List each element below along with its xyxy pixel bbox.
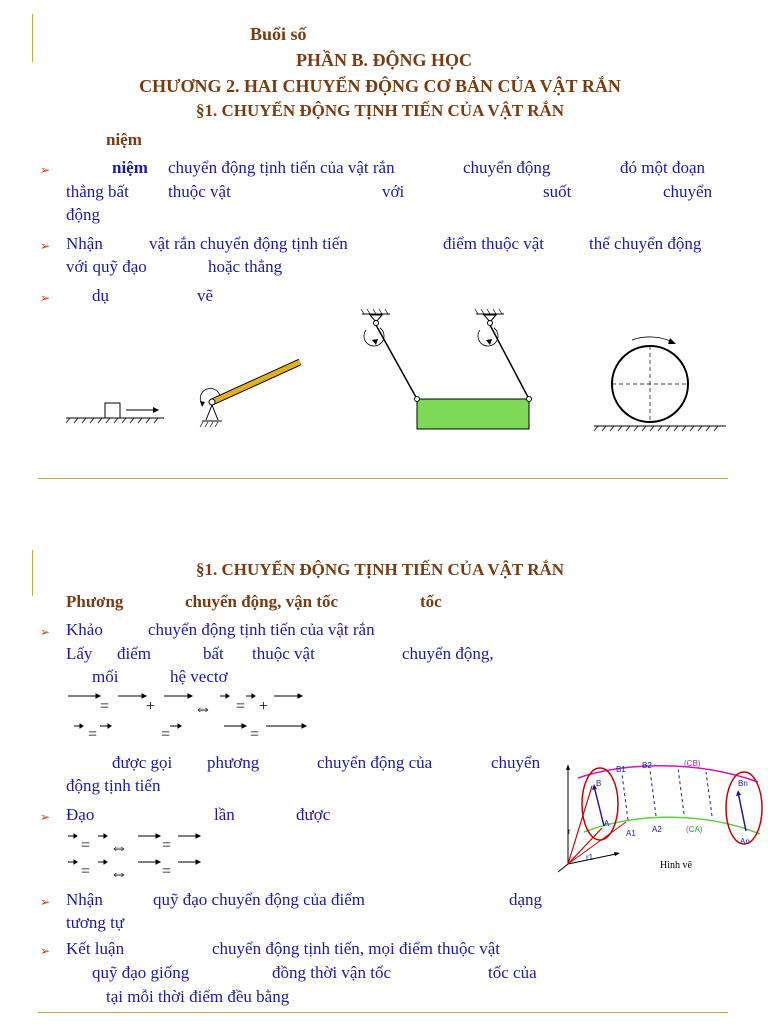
text: thuộc vật xyxy=(252,644,315,663)
chapter-title: CHƯƠNG 2. HAI CHUYỂN ĐỘNG CƠ BẢN CỦA VẬT RẮN xyxy=(139,76,621,96)
text: dạng xyxy=(509,890,543,909)
text: dụ xyxy=(92,286,109,305)
slide-1 xyxy=(0,0,768,480)
equation-operator: = xyxy=(100,698,110,715)
text: thể chuyển động xyxy=(589,234,702,253)
label-ca: (CA) xyxy=(686,825,703,834)
text: suốt xyxy=(543,182,572,201)
text: điểm thuộc vật xyxy=(443,234,545,253)
text: hệ vectơ xyxy=(170,667,228,686)
equation-operator: + xyxy=(146,698,156,715)
bullet-arrow-icon: ➢ xyxy=(40,810,51,824)
rolling-wheel-figure xyxy=(594,337,726,431)
label-a: A xyxy=(604,819,610,828)
text: thuộc vật xyxy=(168,182,231,201)
equation-operator: = xyxy=(88,726,98,743)
label-a1: A1 xyxy=(626,829,636,838)
text: vật rắn chuyển động tịnh tiến xyxy=(149,234,348,253)
text: chuyển động của xyxy=(317,753,433,772)
text: động xyxy=(66,205,100,224)
label-r1: r1 xyxy=(586,853,594,862)
label-r: r xyxy=(568,827,571,836)
equation-operator: = xyxy=(161,726,171,743)
frame-line-bottom xyxy=(38,478,728,479)
text: động tịnh tiến xyxy=(66,776,161,795)
text: thẳng bất xyxy=(66,182,129,201)
text: Lấy xyxy=(66,644,93,663)
bullet-arrow-icon: ➢ xyxy=(40,895,51,909)
label-a2: A2 xyxy=(652,825,662,834)
example-illustrations xyxy=(60,300,740,440)
equation-operator: ⇔ xyxy=(110,837,128,857)
text: vẽ xyxy=(197,286,214,305)
label-bn: Bn xyxy=(738,779,748,788)
text: được xyxy=(296,805,331,824)
text: lần xyxy=(214,805,235,824)
text: bất xyxy=(203,644,224,663)
text: được gọi xyxy=(112,753,173,772)
hanging-plate-figure xyxy=(361,309,532,429)
bullet-arrow-icon: ➢ xyxy=(40,239,51,253)
text: chuyển động tịnh tiến của vật rắn xyxy=(168,158,395,177)
text: Kết luận xyxy=(66,939,125,958)
text: với quỹ đạo xyxy=(66,257,147,276)
text: Đạo xyxy=(66,805,95,824)
bullet-arrow-icon: ➢ xyxy=(40,163,51,177)
text: niệm xyxy=(112,158,148,177)
frame-line-bottom xyxy=(38,1012,728,1013)
text: chuyển xyxy=(663,182,713,201)
text: Nhận xyxy=(66,890,103,909)
text: quỹ đạo giống xyxy=(92,963,190,982)
bullet-arrow-icon: ➢ xyxy=(40,944,51,958)
equation-operator: = xyxy=(162,863,172,880)
equation-operator: ⇔ xyxy=(110,863,128,883)
equation-operator: = xyxy=(81,863,91,880)
heading-word: Phương xyxy=(66,592,124,611)
equation-operator: = xyxy=(250,726,260,743)
text: phương xyxy=(207,753,260,772)
vector-equation-overlines xyxy=(60,688,320,748)
figure-caption: Hình vẽ xyxy=(660,860,692,871)
heading-concept: niệm xyxy=(106,130,142,149)
text: chuyển động, xyxy=(402,644,494,663)
text: điểm xyxy=(117,644,151,663)
text: với xyxy=(382,182,405,201)
bullet-arrow-icon: ➢ xyxy=(40,291,51,305)
text: chuyển động xyxy=(463,158,551,177)
session-title: Buổi số xyxy=(250,24,307,44)
translation-trajectory-figure xyxy=(556,756,766,876)
equation-operator: = xyxy=(236,698,246,715)
label-b2: B2 xyxy=(642,761,652,770)
text: chuyển xyxy=(491,753,541,772)
section-title: §1. CHUYỂN ĐỘNG TỊNH TIẾN CỦA VẬT RẮN xyxy=(195,560,565,579)
equation-operator: = xyxy=(162,837,172,854)
heading-word: tốc xyxy=(420,592,442,611)
text: chuyển động tịnh tiến của vật rắn xyxy=(148,620,375,639)
text: Khảo xyxy=(66,620,103,639)
text: tương tự xyxy=(66,913,125,932)
text: quỹ đạo chuyển động của điểm xyxy=(153,890,365,909)
bullet-arrow-icon: ➢ xyxy=(40,625,51,639)
label-cb: (CB) xyxy=(684,759,701,768)
label-b1: B1 xyxy=(616,765,626,774)
slide-2 xyxy=(0,546,768,1024)
section-title: §1. CHUYỂN ĐỘNG TỊNH TIẾN CỦA VẬT RẮN xyxy=(195,101,565,120)
label-b: B xyxy=(596,779,602,788)
label-an: An xyxy=(740,837,750,846)
rotating-rod-figure xyxy=(200,362,300,427)
text: Nhận xyxy=(66,234,103,253)
text: mối xyxy=(92,667,119,686)
equation-operator: = xyxy=(81,837,91,854)
sliding-block-figure xyxy=(66,403,164,423)
part-title: PHẦN B. ĐỘNG HỌC xyxy=(295,50,472,70)
text: đồng thời vận tốc xyxy=(272,963,391,982)
text: đó một đoạn xyxy=(620,158,705,177)
heading-word: chuyển động, vận tốc xyxy=(185,592,339,611)
text: chuyển động tịnh tiến, mọi điểm thuộc vật xyxy=(212,939,501,958)
text: tại mỗi thời điểm đều bằng xyxy=(106,987,290,1006)
equation-operator: ⇔ xyxy=(194,698,212,718)
text: tốc của xyxy=(488,963,537,982)
equation-operator: + xyxy=(259,698,269,715)
text: hoặc thẳng xyxy=(208,257,283,276)
